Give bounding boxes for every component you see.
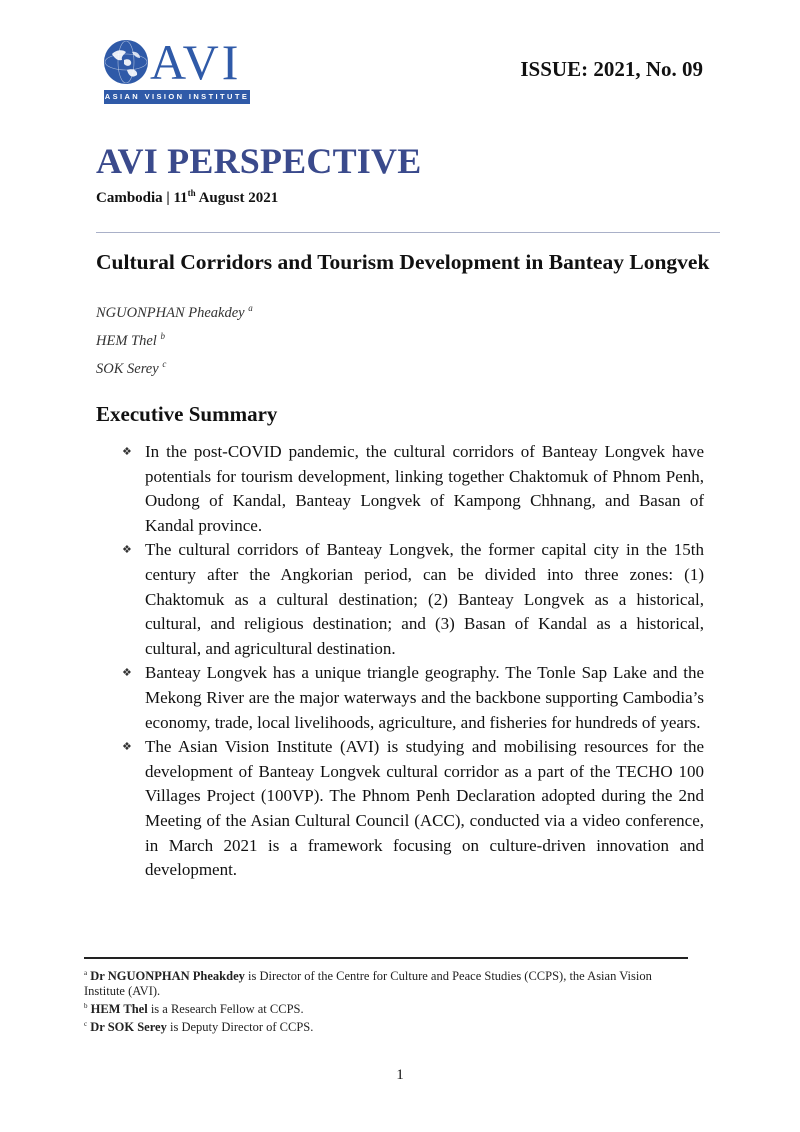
- author: SOK Serey $^c$: [96, 359, 167, 377]
- author-footnote-mark: b: [160, 331, 165, 341]
- diamond-bullet-icon: ❖: [122, 667, 132, 680]
- footnote: $^c$ Dr SOK Serey is Deputy Director of CCPS.: [84, 1020, 314, 1035]
- dateline: [96, 188, 278, 207]
- dateline-suffix: th: [187, 188, 196, 198]
- dateline-month-year: August 2021: [195, 190, 279, 206]
- footnote: $^b$ HEM Thel is a Research Fellow at CCPS.: [84, 1002, 304, 1017]
- article-title: Cultural Corridors and Tourism Development in Banteay Longvek: [96, 250, 710, 274]
- summary-item: ❖ The cultural corridors of Banteay Longvek, the former capital city in the 15th century after the Angkorian period, can be divided into three zones: (1) Chaktomuk as a cultural destination; (2) Banteay Longvek as a historical, cultural, and religious destination; and (3) Basan of Kandal as a historical, cultural, and agricultural destination.: [122, 540, 704, 658]
- logo-tagline: ASIAN VISION INSTITUTE: [104, 90, 250, 104]
- summary-item: ❖ The Asian Vision Institute (AVI) is studying and mobilising resources for the development of Banteay Longvek cultural corridor as a part of the TECHO 100 Villages Project (100VP). The Phnom Penh Declaration adopted during the 2nd Meeting of the Asian Cultural Council (ACC), conducted via a video conference, in March 2021 is a framework focusing on culture-driven innovation and development.: [122, 737, 704, 880]
- publication-title: AVI PERSPECTIVE: [96, 141, 422, 181]
- summary-item: ❖ In the post-COVID pandemic, the cultural corridors of Banteay Longvek have potentials for tourism development, linking together Chaktomuk of Phnom Penh, Oudong of Kandal, Banteay Longvek of Kampong Chhnang, and Basan of Kandal province.: [122, 442, 704, 535]
- diamond-bullet-icon: ❖: [122, 446, 132, 458]
- section-heading: Executive Summary: [96, 402, 278, 426]
- author: HEM Thel $^b$: [96, 331, 165, 349]
- footnotes: [84, 966, 674, 1035]
- diamond-bullet-icon: ❖: [122, 741, 132, 754]
- dateline-country-day: Cambodia | 11: [96, 190, 188, 206]
- author-footnote-mark: c: [162, 359, 167, 369]
- page-number: 1: [396, 1067, 404, 1083]
- author: NGUONPHAN Pheakdey $^a$: [96, 303, 253, 321]
- logo-wordmark: AVI: [150, 34, 242, 90]
- summary-item: ❖ Banteay Longvek has a unique triangle geography. The Tonle Sap Lake and the Mekong River are the major waterways and the backbone supporting Cambodia’s economy, trade, local livelihoods, agriculture, and fisheries for hundreds of years.: [122, 663, 704, 732]
- diamond-bullet-icon: ❖: [122, 544, 132, 557]
- avi-logo: [104, 34, 250, 106]
- issue-number: ISSUE: 2021, No. 09: [520, 57, 703, 81]
- globe-icon: [104, 40, 148, 84]
- footnote-divider: [84, 957, 688, 959]
- author-footnote-mark: a: [248, 303, 253, 313]
- header-divider: [96, 232, 720, 233]
- footnote: $^a$ Dr NGUONPHAN Pheakdey is Director of the Centre for Culture and Peace Studies (CCPS), the Asian Vision Institute (AVI).: [84, 969, 652, 999]
- summary-list: [122, 440, 704, 883]
